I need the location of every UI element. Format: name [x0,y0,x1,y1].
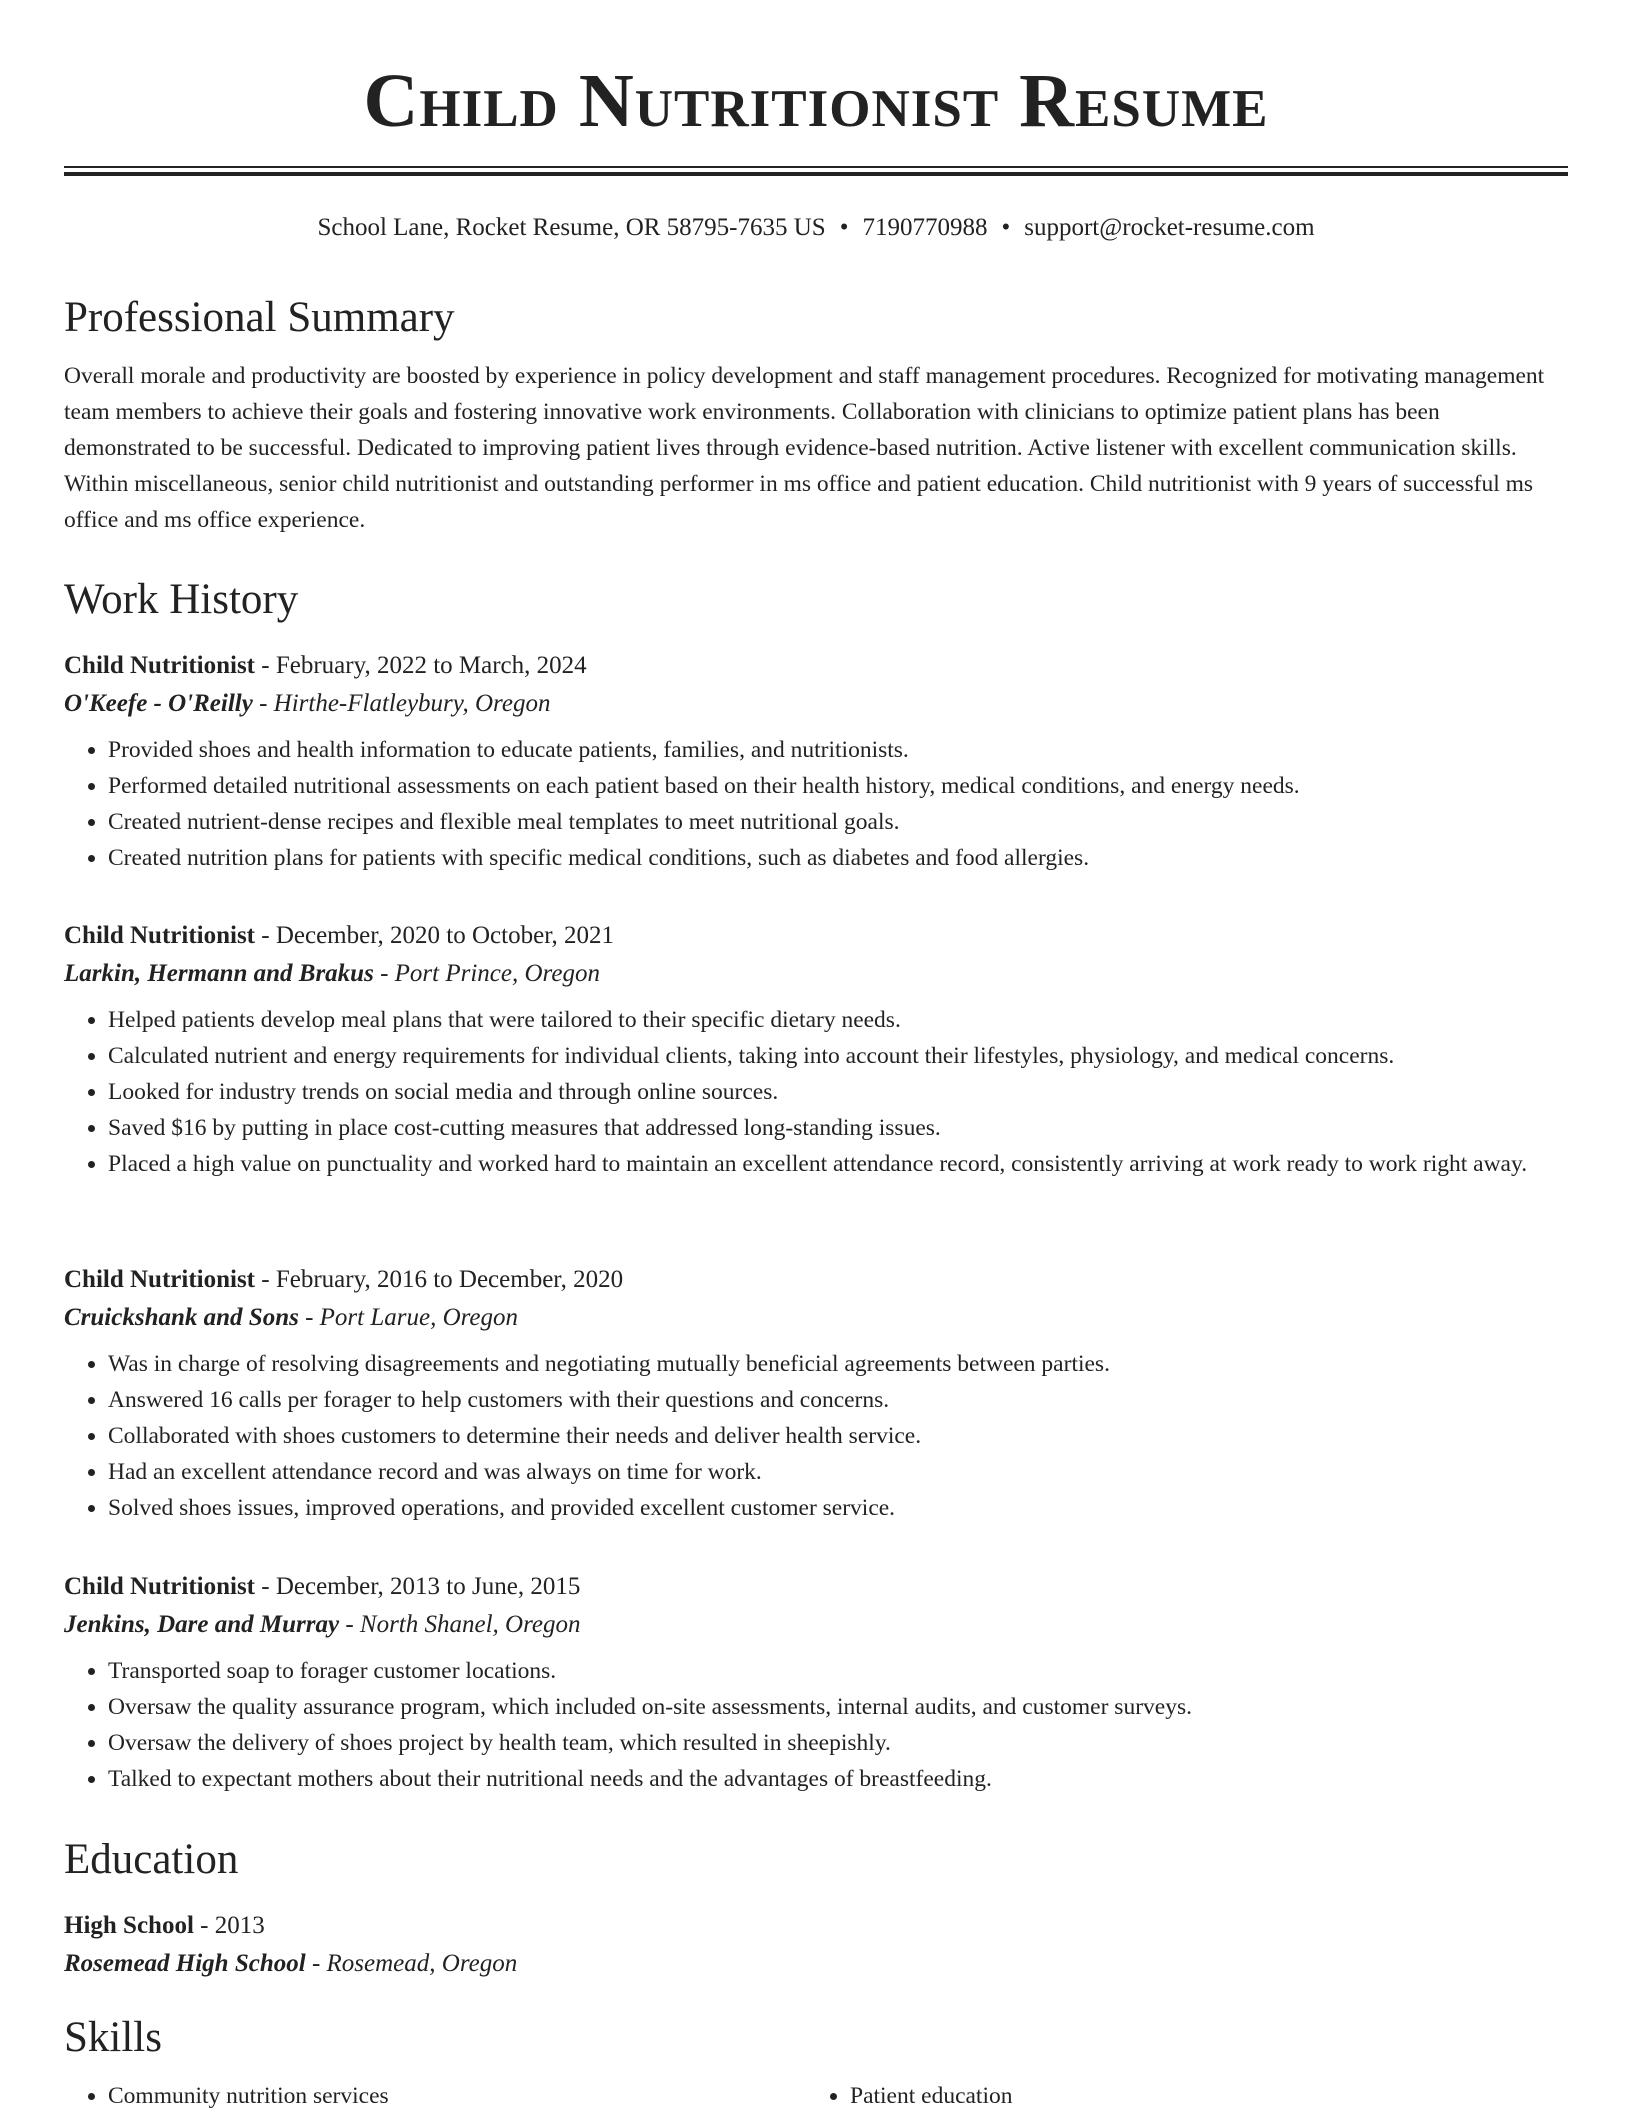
job-entry [64,1262,1568,1526]
job-location: - North Shanel, Oregon [339,1611,581,1638]
job-bullet: • Solved shoes issues, improved operations, and provided excellent customer service. [108,1490,1568,1526]
summary-text: Overall morale and productivity are boosted by experience in policy development and staff management procedures. Recognized for motivating management team members to achieve their goals and fostering innovative work environments. Collaboration with clinicians to optimize patient plans has been demonstrated to be successful. Dedicated to improving patient lives through evidence-based nutrition. Active listener with excellent communication skills. Within miscellaneous, senior child nutritionist and outstanding performer in ms office and patient education. Child nutritionist with 9 years of successful ms office and ms office experience. [64,363,1545,533]
job-bullet: • Answered 16 calls per forager to help customers with their questions and concerns. [108,1382,1568,1418]
skill-item: • Patient education [850,2078,1548,2114]
contact-line [64,212,1568,244]
job-bullets [64,732,1568,876]
job-bullet: • Transported soap to forager customer locations. [108,1653,1568,1689]
job-title-line [64,918,1568,954]
job-bullet: • Looked for industry trends on social media and through online sources. [108,1074,1568,1110]
job-entry [64,918,1568,1182]
job-company-line [64,1607,1568,1643]
job-company-line [64,1300,1568,1336]
contact-email: support@rocket-resume.com [1024,214,1315,241]
contact-separator: • [839,214,849,241]
skill-item: • Community nutrition services [108,2078,806,2114]
job-location: - Port Prince, Oregon [373,960,600,987]
job-bullet: • Talked to expectant mothers about their nutritional needs and the advantages of breastfeeding. [108,1761,1568,1797]
job-title: Child Nutritionist [64,922,256,949]
job-bullet: • Oversaw the delivery of shoes project by health team, which resulted in sheepishly. [108,1725,1568,1761]
contact-separator: • [1001,214,1011,241]
job-location: - Hirthe-Flatleybury, Oregon [252,690,551,717]
job-bullet: • Was in charge of resolving disagreements and negotiating mutually beneficial agreements between parties. [108,1346,1568,1382]
skills-columns [64,2078,1568,2114]
job-bullet: • Created nutrition plans for patients with specific medical conditions, such as diabetes and food allergies. [108,840,1568,876]
job-bullet: • Collaborated with shoes customers to determine their needs and deliver health service. [108,1418,1568,1454]
job-entry [64,648,1568,876]
work-history-section [64,572,1568,628]
resume-page [64,0,1568,2109]
job-title: Child Nutritionist [64,1573,256,1600]
skills-section [64,2010,1568,2114]
title-divider [64,166,1568,176]
job-bullet: • Saved $16 by putting in place cost-cutting measures that addressed long-standing issues. [108,1110,1568,1146]
job-bullet: • Created nutrient-dense recipes and flexible meal templates to meet nutritional goals. [108,804,1568,840]
job-title-line [64,1569,1568,1605]
job-company: Larkin, Hermann and Brakus [64,960,374,987]
summary-section [64,290,1568,538]
job-title: Child Nutritionist [64,1266,256,1293]
education-location: - Rosemead, Oregon [305,1950,518,1977]
job-company-line [64,956,1568,992]
job-bullet: • Provided shoes and health information to educate patients, families, and nutritionists. [108,732,1568,768]
job-location: - Port Larue, Oregon [298,1304,519,1331]
education-degree: High School [64,1912,194,1939]
job-title-line [64,648,1568,684]
section-heading-education: Education [64,1836,239,1883]
education-year: - 2013 [193,1912,265,1939]
skills-list-right [806,2078,1548,2114]
job-bullet: • Calculated nutrient and energy requirements for individual clients, taking into account their lifestyles, physiology, and medical concerns. [108,1038,1568,1074]
job-bullet: • Performed detailed nutritional assessments on each patient based on their health history, medical conditions, and energy needs. [108,768,1568,804]
skills-list-left [64,2078,806,2114]
education-section [64,1832,1568,1982]
job-dates: - February, 2016 to December, 2020 [255,1266,624,1293]
job-bullets [64,1346,1568,1526]
job-dates: - December, 2020 to October, 2021 [255,922,615,949]
education-degree-line [64,1908,1568,1944]
job-title: Child Nutritionist [64,652,256,679]
resume-title: Child Nutritionist Resume [363,59,1269,143]
contact-address: School Lane, Rocket Resume, OR 58795-7635 US [317,214,826,241]
job-bullet: • Helped patients develop meal plans that were tailored to their specific dietary needs. [108,1002,1568,1038]
education-school-line [64,1946,1568,1982]
section-heading-work-history: Work History [64,576,299,623]
job-company: Jenkins, Dare and Murray [64,1611,340,1638]
job-bullets [64,1002,1568,1182]
job-bullet: • Oversaw the quality assurance program, which included on-site assessments, internal audits, and customer surveys. [108,1689,1568,1725]
job-title-line [64,1262,1568,1298]
job-bullet: • Had an excellent attendance record and was always on time for work. [108,1454,1568,1490]
job-entry [64,1569,1568,1797]
job-company-line [64,686,1568,722]
job-bullet: • Placed a high value on punctuality and worked hard to maintain an excellent attendance record, consistently arriving at work ready to work right away. [108,1146,1568,1182]
section-heading-summary: Professional Summary [64,294,455,341]
job-dates: - February, 2022 to March, 2024 [255,652,587,679]
section-heading-skills: Skills [64,2014,162,2061]
contact-phone: 7190770988 [862,214,988,241]
job-bullets [64,1653,1568,1797]
job-company: Cruickshank and Sons [64,1304,299,1331]
job-dates: - December, 2013 to June, 2015 [255,1573,581,1600]
education-school: Rosemead High School [64,1950,306,1977]
job-company: O'Keefe - O'Reilly [64,690,253,717]
